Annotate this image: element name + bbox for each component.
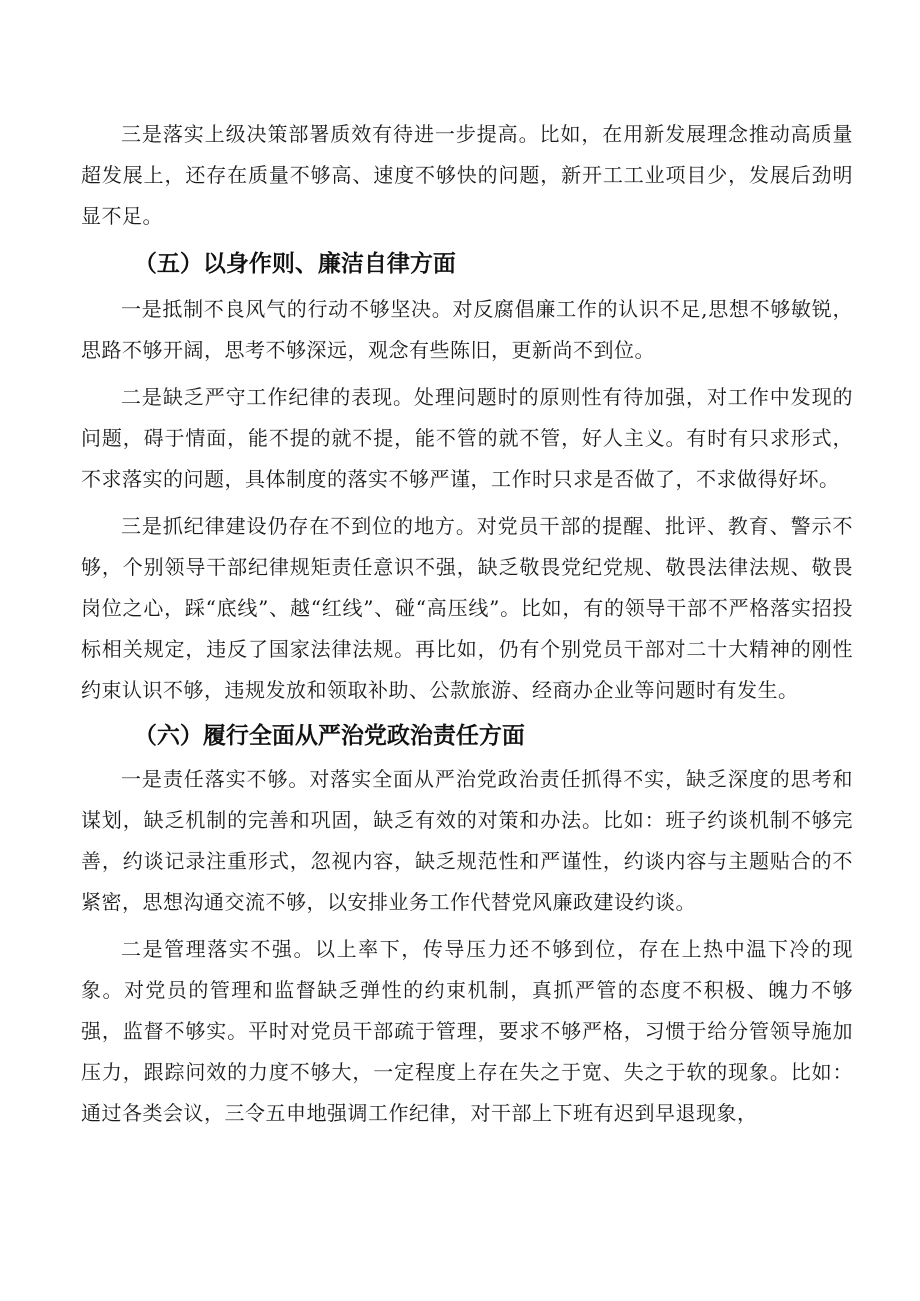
document-body [81, 114, 853, 1134]
section-5-paragraph-1: 一是抵制不良风气的行动不够坚决。对反腐倡廉工作的认识不足,思想不够敏锐，思路不够开阔，思考不够深远，观念有些陈旧，更新尚不到位。 [81, 297, 853, 362]
section-5-heading: （五）以身作则、廉洁自律方面 [133, 251, 456, 277]
intro-paragraph: 三是落实上级决策部署质效有待进一步提高。比如，在用新发展理念推动高质量超发展上，还存在质量不够高、速度不够快的问题，新开工工业项目少，发展后劲明显不足。 [81, 122, 853, 228]
section-5-paragraph-3: 三是抓纪律建设仍存在不到位的地方。对党员干部的提醒、批评、教育、警示不够，个别领导干部纪律规矩责任意识不强，缺乏敬畏党纪党规、敬畏法律法规、敬畏岗位之心，踩“底线”、越“红线”、碰“高压线”。比如，有的领导干部不严格落实招投标相关规定，违反了国家法律法规。再比如，仍有个别党员干部对二十大精神的刚性约束认识不够，违规发放和领取补助、公款旅游、经商办企业等问题时有发生。 [81, 514, 853, 702]
section-6-paragraph-2: 二是管理落实不强。以上率下，传导压力还不够到位，存在上热中温下冷的现象。对党员的管理和监督缺乏弹性的约束机制，真抓严管的态度不积极、魄力不够强，监督不够实。平时对党员干部疏于管理，要求不够严格，习惯于给分管领导施加压力，跟踪问效的力度不够大，一定程度上存在失之于宽、失之于软的现象。比如：通过各类会议，三令五申地强调工作纪律，对干部上下班有迟到早退现象， [81, 937, 853, 1125]
section-6-heading: （六）履行全面从严治党政治责任方面 [133, 723, 525, 749]
section-6-paragraph-1: 一是责任落实不够。对落实全面从严治党政治责任抓得不实，缺乏深度的思考和谋划，缺乏机制的完善和巩固，缺乏有效的对策和办法。比如：班子约谈机制不够完善，约谈记录注重形式，忽视内容，缺乏规范性和严谨性，约谈内容与主题贴合的不紧密，思想沟通交流不够，以安排业务工作代替党风廉政建设约谈。 [81, 767, 853, 914]
section-5-paragraph-2: 二是缺乏严守工作纪律的表现。处理问题时的原则性有待加强，对工作中发现的问题，碍于情面，能不提的就不提，能不管的就不管，好人主义。有时有只求形式，不求落实的问题，具体制度的落实不够严谨，工作时只求是否做了，不求做得好坏。 [81, 385, 853, 491]
